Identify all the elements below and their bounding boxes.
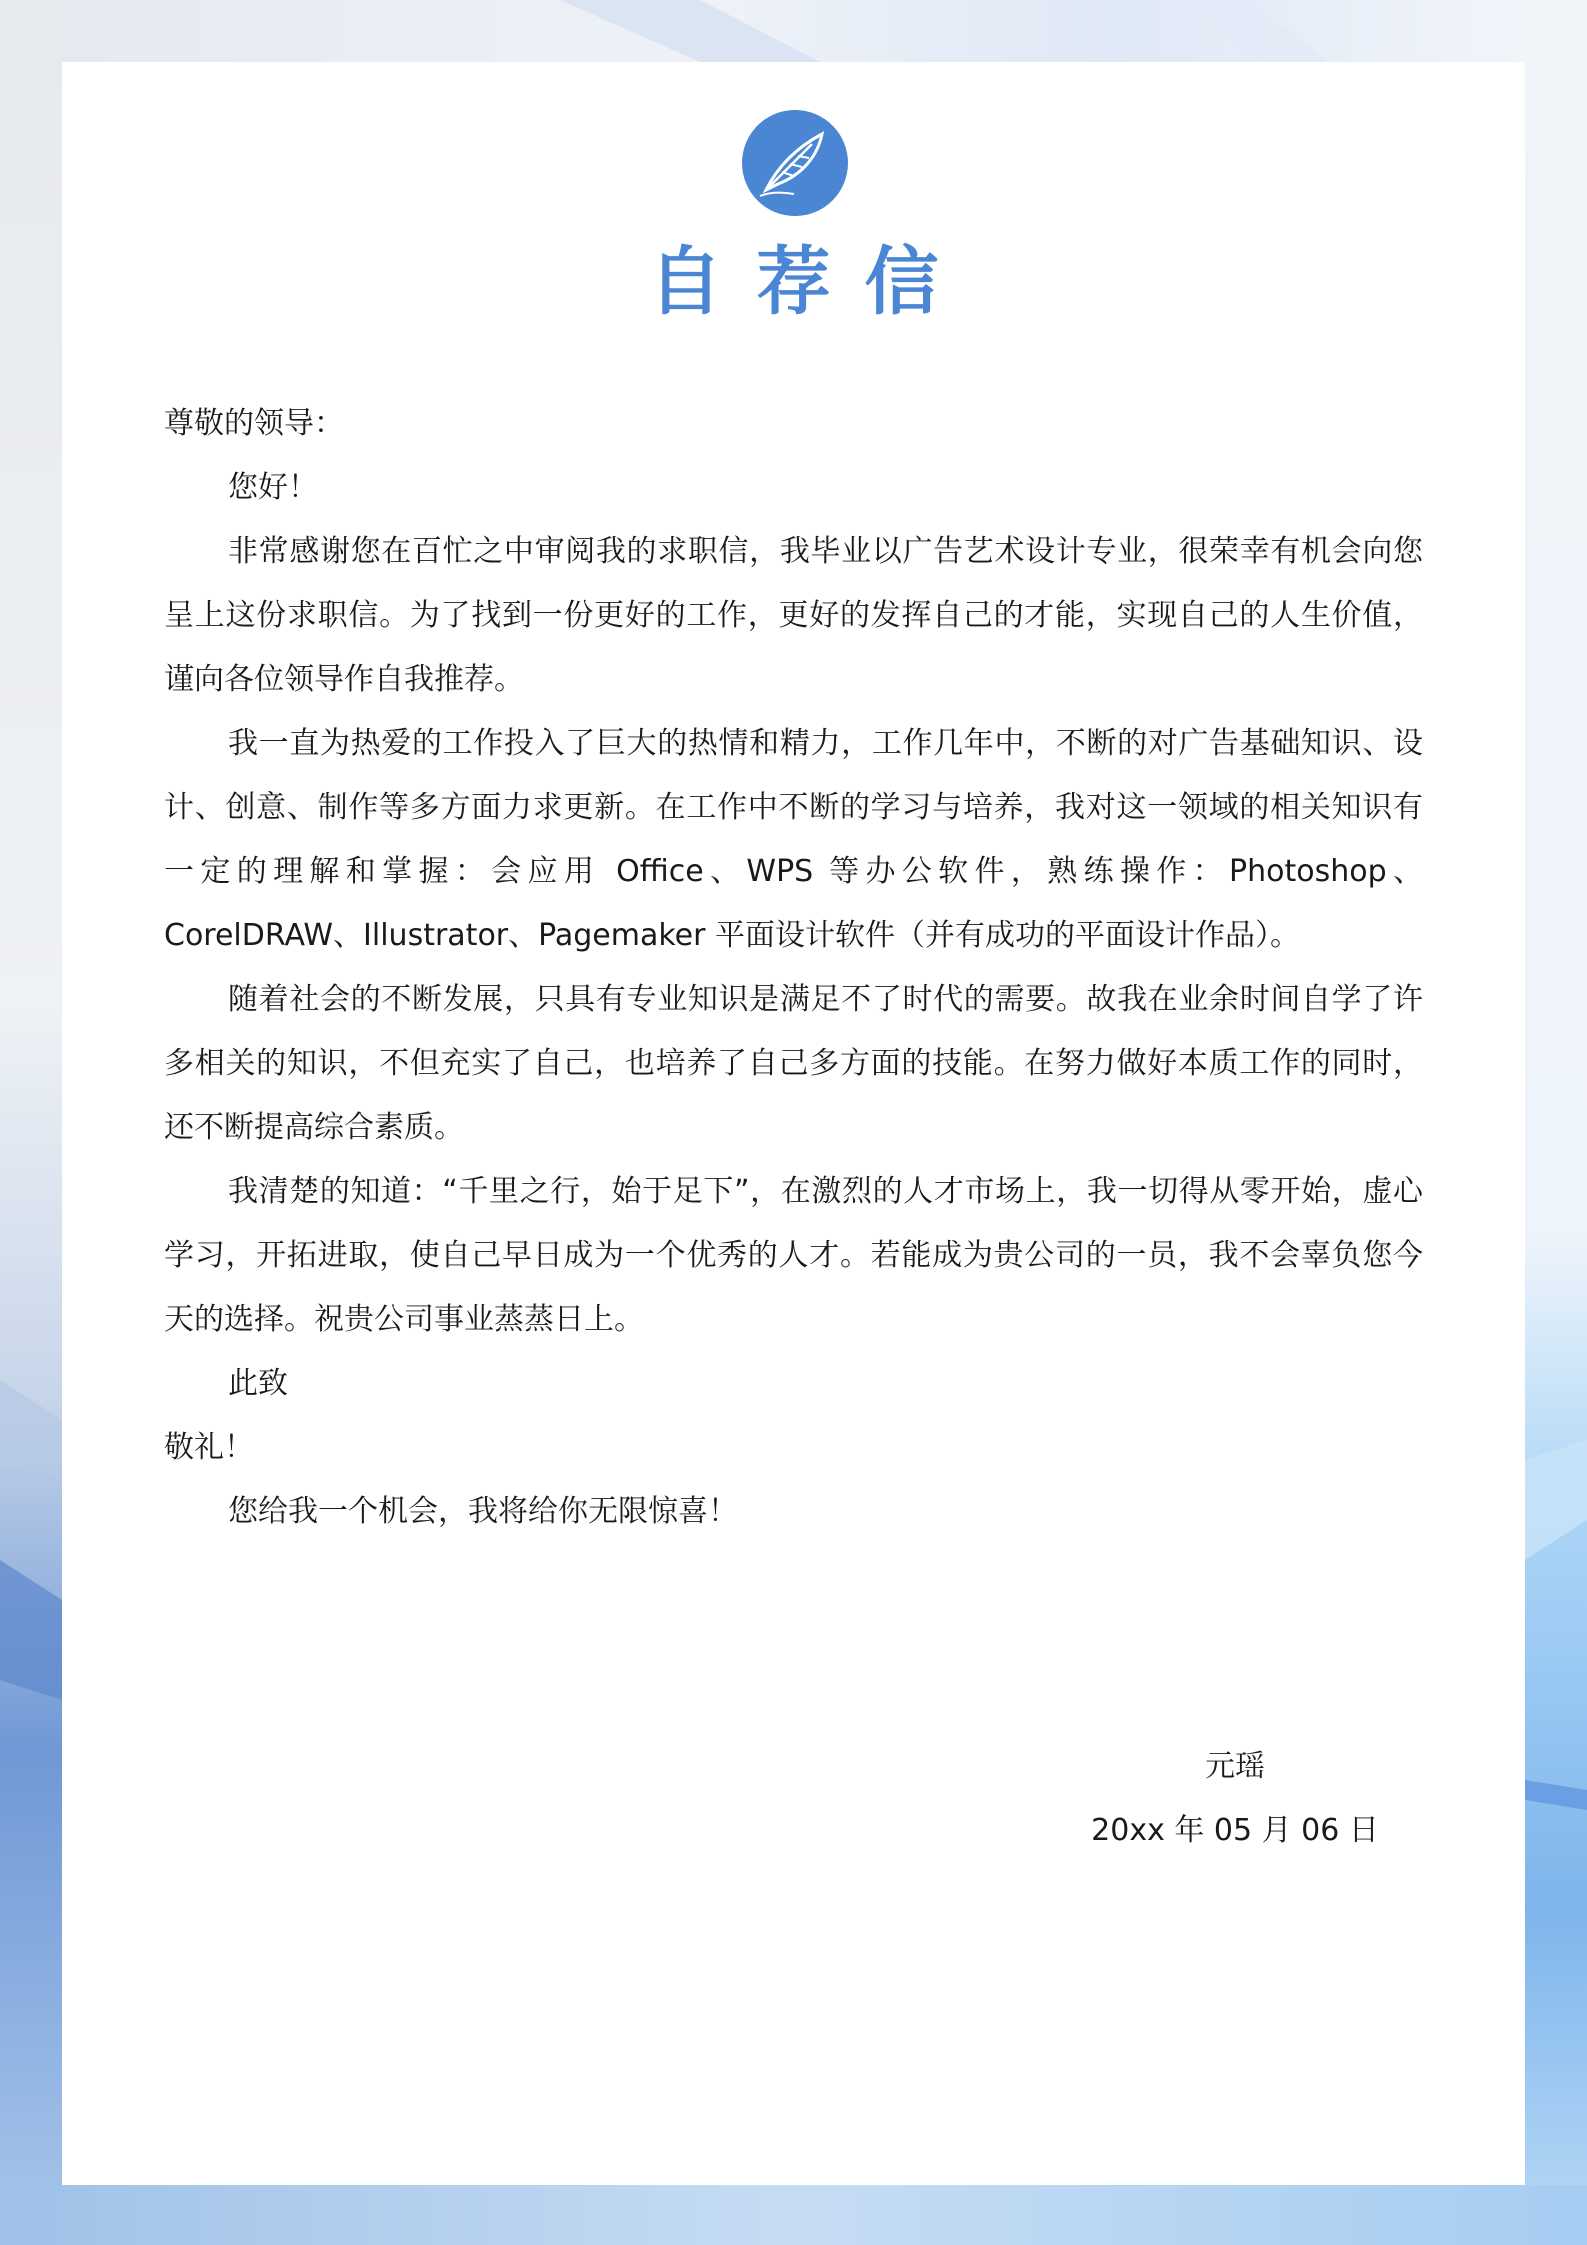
paragraph-2: 我一直为热爱的工作投入了巨大的热情和精力，工作几年中，不断的对广告基础知识、设计、创意、制作等多方面力求更新。在工作中不断的学习与培养，我对这一领域的相关知识有一定的理解和掌握：会应用 Office、WPS 等办公软件，熟练操作：Photoshop、CorelDRAW、Illustrator、Pagemaker 平面设计软件（并有成功的平面设计作品）。 (164, 726, 1423, 953)
signature-name: 元瑶 (1205, 1749, 1265, 1784)
letter-body (164, 392, 1423, 1544)
paragraph-4: 我清楚的知道：“千里之行，始于足下”，在激烈的人才市场上，我一切得从零开始，虚心学习，开拓进取，使自己早日成为一个优秀的人才。若能成为贵公司的一员，我不会辜负您今天的选择。祝贵公司事业蒸蒸日上。 (164, 1174, 1423, 1337)
signature-block (1050, 1735, 1420, 1863)
salutation: 尊敬的领导： (164, 406, 344, 441)
feather-pen-icon (742, 110, 848, 216)
signature-date: 20xx 年 05 月 06 日 (1091, 1813, 1379, 1848)
greeting: 您好！ (228, 470, 318, 505)
postscript: 您给我一个机会，我将给你无限惊喜！ (228, 1494, 738, 1529)
paragraph-3: 随着社会的不断发展，只具有专业知识是满足不了时代的需要。故我在业余时间自学了许多相关的知识，不但充实了自己，也培养了自己多方面的技能。在努力做好本质工作的同时，还不断提高综合素质。 (164, 982, 1423, 1145)
closing-line-2: 敬礼！ (164, 1430, 254, 1465)
paragraph-1: 非常感谢您在百忙之中审阅我的求职信，我毕业以广告艺术设计专业，很荣幸有机会向您呈上这份求职信。为了找到一份更好的工作，更好的发挥自己的才能，实现自己的人生价值，谨向各位领导作自我推荐。 (164, 534, 1423, 697)
closing-line-1: 此致 (228, 1366, 288, 1401)
page-title: 自荐信 (648, 239, 973, 325)
